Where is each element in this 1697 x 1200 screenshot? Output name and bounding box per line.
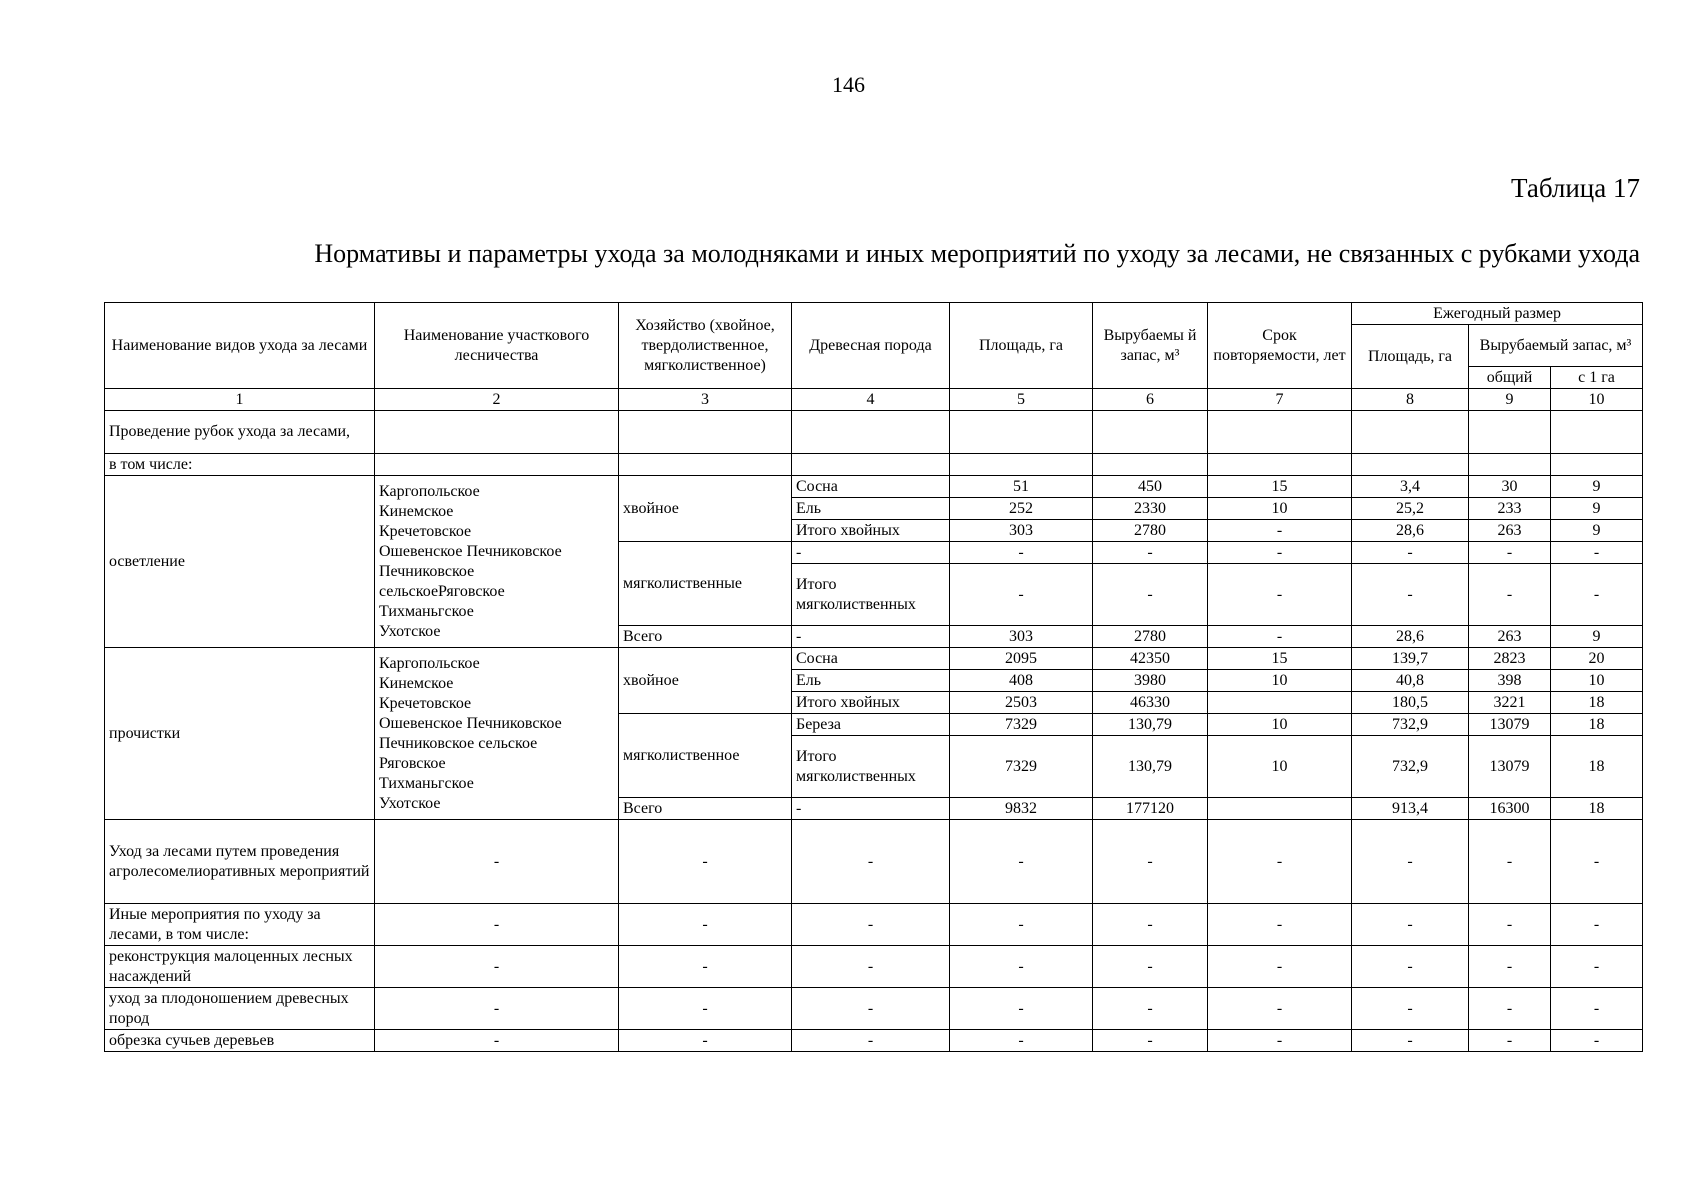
table-cell [1352, 454, 1469, 476]
forestries-list: Каргопольское Кинемское Кречетовское Ошевенское Печниковское Печниковское сельское Ряговское Тихманьгское Ухотское [375, 648, 619, 820]
table-cell: - [1208, 626, 1352, 648]
table-cell: 2503 [950, 692, 1093, 714]
farm-type: хвойное [619, 476, 792, 542]
table-cell: - [950, 946, 1093, 988]
table-cell: - [619, 820, 792, 904]
table-cell: - [792, 946, 950, 988]
table-cell: - [1208, 820, 1352, 904]
table-cell: - [1093, 820, 1208, 904]
table-cell: - [1352, 564, 1469, 626]
table-cell: 3,4 [1352, 476, 1469, 498]
table-cell: - [792, 1030, 950, 1052]
row-name: реконструкция малоценных лесных насаждений [105, 946, 375, 988]
table-cell: 10 [1208, 714, 1352, 736]
table-cell: 7329 [950, 714, 1093, 736]
table-cell: - [792, 904, 950, 946]
table-cell: 303 [950, 520, 1093, 542]
table-cell [1093, 454, 1208, 476]
table-cell: Ель [792, 670, 950, 692]
table-cell: 398 [1469, 670, 1551, 692]
header-cell: Срок повторяемости, лет [1208, 303, 1352, 389]
table-cell [1208, 411, 1352, 454]
table-cell: 9 [1551, 498, 1643, 520]
row-name: прочистки [105, 648, 375, 820]
table-row [105, 454, 1643, 476]
table-cell: 3980 [1093, 670, 1208, 692]
table-cell: - [1093, 1030, 1208, 1052]
table-cell: - [1208, 520, 1352, 542]
table-cell: - [950, 904, 1093, 946]
table-cell: - [619, 946, 792, 988]
table-cell: - [1208, 564, 1352, 626]
header-cell: Древесная порода [792, 303, 950, 389]
table-cell: - [792, 626, 950, 648]
table-cell: - [1352, 904, 1469, 946]
table-cell: Итого мягколиственных [792, 564, 950, 626]
table-cell: 18 [1551, 798, 1643, 820]
table-cell [619, 454, 792, 476]
table-cell: 10 [1208, 670, 1352, 692]
table-cell: 732,9 [1352, 714, 1469, 736]
table-cell: 28,6 [1352, 520, 1469, 542]
table-cell: 2823 [1469, 648, 1551, 670]
table-cell [1551, 411, 1643, 454]
table-cell: 913,4 [1352, 798, 1469, 820]
table-cell: - [950, 564, 1093, 626]
table-cell: 9 [1551, 520, 1643, 542]
table-cell: - [1352, 542, 1469, 564]
table-cell: - [1352, 988, 1469, 1030]
table-cell: 732,9 [1352, 736, 1469, 798]
table-cell: - [1551, 564, 1643, 626]
table-cell [1208, 454, 1352, 476]
table-cell: - [1551, 988, 1643, 1030]
table-cell: Сосна [792, 476, 950, 498]
farm-type: мягколиственное [619, 714, 792, 798]
table-cell: - [1352, 1030, 1469, 1052]
table-row [105, 389, 1643, 411]
table-cell [792, 454, 950, 476]
table-label: Таблица 17 [1511, 173, 1640, 203]
table-cell: 177120 [1093, 798, 1208, 820]
table-cell [619, 411, 792, 454]
table-cell: - [375, 904, 619, 946]
table-cell [1469, 454, 1551, 476]
header-cell: Вырубаемы й запас, м³ [1093, 303, 1208, 389]
column-number: 3 [619, 389, 792, 411]
table-cell [1208, 798, 1352, 820]
table-row [105, 820, 1643, 904]
farm-type: мягколиственные [619, 542, 792, 626]
table-cell [792, 411, 950, 454]
forestries-list: Каргопольское Кинемское Кречетовское Ошевенское Печниковское Печниковское сельскоеРяговское Тихманьгское Ухотское [375, 476, 619, 648]
farm-type: Всего [619, 798, 792, 820]
table-cell [1352, 411, 1469, 454]
table-cell: 9832 [950, 798, 1093, 820]
table-cell: Итого мягколиственных [792, 736, 950, 798]
table-cell [950, 454, 1093, 476]
table-cell: 263 [1469, 520, 1551, 542]
table-cell: 25,2 [1352, 498, 1469, 520]
table-cell: - [1551, 1030, 1643, 1052]
table-cell: - [1093, 946, 1208, 988]
table-cell: 3221 [1469, 692, 1551, 714]
table-cell: 46330 [1093, 692, 1208, 714]
table-cell: - [792, 798, 950, 820]
column-number: 1 [105, 389, 375, 411]
table-cell: 252 [950, 498, 1093, 520]
table-cell: - [1352, 820, 1469, 904]
row-name: Иные мероприятия по уходу за лесами, в том числе: [105, 904, 375, 946]
table-cell: 40,8 [1352, 670, 1469, 692]
table-cell: - [375, 820, 619, 904]
table-cell: 408 [950, 670, 1093, 692]
table-cell: 18 [1551, 736, 1643, 798]
table-cell: Итого хвойных [792, 692, 950, 714]
table-cell: 139,7 [1352, 648, 1469, 670]
table-cell: Береза [792, 714, 950, 736]
row-name: в том числе: [105, 454, 375, 476]
table-cell: - [375, 988, 619, 1030]
table-row [105, 648, 1643, 670]
table-cell: - [1469, 820, 1551, 904]
header-cell: Наименование видов ухода за лесами [105, 303, 375, 389]
table-cell [375, 411, 619, 454]
table-cell: 10 [1208, 498, 1352, 520]
row-name: Уход за лесами путем проведения агролесомелиоративных мероприятий [105, 820, 375, 904]
table-cell: - [1469, 904, 1551, 946]
row-name: осветление [105, 476, 375, 648]
table-cell: 13079 [1469, 736, 1551, 798]
table-cell: - [1208, 1030, 1352, 1052]
table-cell: 18 [1551, 692, 1643, 714]
table-cell: - [792, 988, 950, 1030]
table-cell: - [1208, 988, 1352, 1030]
table-cell: 16300 [1469, 798, 1551, 820]
column-number: 8 [1352, 389, 1469, 411]
row-name: уход за плодоношением древесных пород [105, 988, 375, 1030]
table-cell [1469, 411, 1551, 454]
table-cell [1208, 692, 1352, 714]
row-name: Проведение рубок ухода за лесами, [105, 411, 375, 454]
table-cell: 2330 [1093, 498, 1208, 520]
farm-type: Всего [619, 626, 792, 648]
table-row [105, 1030, 1643, 1052]
table-row [105, 904, 1643, 946]
header-cell: общий [1469, 367, 1551, 389]
table-cell: - [1469, 1030, 1551, 1052]
table-cell: 130,79 [1093, 736, 1208, 798]
table-cell: 42350 [1093, 648, 1208, 670]
table-cell: - [1093, 542, 1208, 564]
column-number: 4 [792, 389, 950, 411]
table-cell: 450 [1093, 476, 1208, 498]
column-number: 10 [1551, 389, 1643, 411]
table-cell: 7329 [950, 736, 1093, 798]
table-cell: - [1551, 820, 1643, 904]
table-cell: 180,5 [1352, 692, 1469, 714]
table-cell: - [619, 988, 792, 1030]
table-cell: 263 [1469, 626, 1551, 648]
table-cell: - [1469, 988, 1551, 1030]
table-cell: - [1469, 564, 1551, 626]
table-cell: 303 [950, 626, 1093, 648]
table-cell: Сосна [792, 648, 950, 670]
table-cell: - [792, 820, 950, 904]
norms-table [104, 302, 1643, 1052]
table-cell: 51 [950, 476, 1093, 498]
header-cell: Площадь, га [1352, 325, 1469, 389]
column-number: 9 [1469, 389, 1551, 411]
table-row [105, 303, 1643, 325]
table-cell: - [950, 988, 1093, 1030]
table-cell [1551, 454, 1643, 476]
table-cell: 2095 [950, 648, 1093, 670]
table-cell: 233 [1469, 498, 1551, 520]
table-cell: 2780 [1093, 520, 1208, 542]
table-cell: - [1469, 946, 1551, 988]
table-cell [375, 454, 619, 476]
table-cell [950, 411, 1093, 454]
table-cell: 15 [1208, 476, 1352, 498]
table-cell: Ель [792, 498, 950, 520]
table-cell: 2780 [1093, 626, 1208, 648]
table-cell: - [1093, 564, 1208, 626]
table-cell: - [375, 1030, 619, 1052]
table-cell: 9 [1551, 476, 1643, 498]
table-title: Нормативы и параметры ухода за молодняками и иных мероприятий по уходу за лесами, не связанных с рубками ухода [314, 239, 1640, 268]
table-cell: - [1208, 904, 1352, 946]
table-cell: - [1551, 904, 1643, 946]
farm-type: хвойное [619, 648, 792, 714]
table-cell: - [792, 542, 950, 564]
table-cell: - [375, 946, 619, 988]
column-number: 5 [950, 389, 1093, 411]
table-row [105, 988, 1643, 1030]
table-row [105, 411, 1643, 454]
header-cell: Наименование участкового лесничества [375, 303, 619, 389]
table-cell: - [950, 820, 1093, 904]
table-cell: - [950, 542, 1093, 564]
table-cell: - [1208, 946, 1352, 988]
table-cell: - [1551, 542, 1643, 564]
header-cell: Вырубаемый запас, м³ [1469, 325, 1643, 367]
header-cell: Площадь, га [950, 303, 1093, 389]
table-cell: 30 [1469, 476, 1551, 498]
table-cell: - [1352, 946, 1469, 988]
table-cell [1093, 411, 1208, 454]
table-cell: - [619, 904, 792, 946]
header-cell: Хозяйство (хвойное, твердолиственное, мягколиственное) [619, 303, 792, 389]
table-cell: 20 [1551, 648, 1643, 670]
table-cell: 130,79 [1093, 714, 1208, 736]
row-name: обрезка сучьев деревьев [105, 1030, 375, 1052]
header-cell: с 1 га [1551, 367, 1643, 389]
column-number: 6 [1093, 389, 1208, 411]
table-cell: Итого хвойных [792, 520, 950, 542]
table-cell: 28,6 [1352, 626, 1469, 648]
table-cell: - [619, 1030, 792, 1052]
table-cell: - [1093, 904, 1208, 946]
page-number: 146 [832, 72, 865, 97]
table-cell: 10 [1208, 736, 1352, 798]
table-cell: - [1208, 542, 1352, 564]
header-cell: Ежегодный размер [1352, 303, 1643, 325]
column-number: 2 [375, 389, 619, 411]
table-cell: 15 [1208, 648, 1352, 670]
table-cell: - [1469, 542, 1551, 564]
table-cell: 10 [1551, 670, 1643, 692]
column-number: 7 [1208, 389, 1352, 411]
table-cell: 18 [1551, 714, 1643, 736]
table-cell: 9 [1551, 626, 1643, 648]
table-row [105, 946, 1643, 988]
table-cell: 13079 [1469, 714, 1551, 736]
table-row [105, 476, 1643, 498]
table-cell: - [1093, 988, 1208, 1030]
table-cell: - [950, 1030, 1093, 1052]
table-cell: - [1551, 946, 1643, 988]
